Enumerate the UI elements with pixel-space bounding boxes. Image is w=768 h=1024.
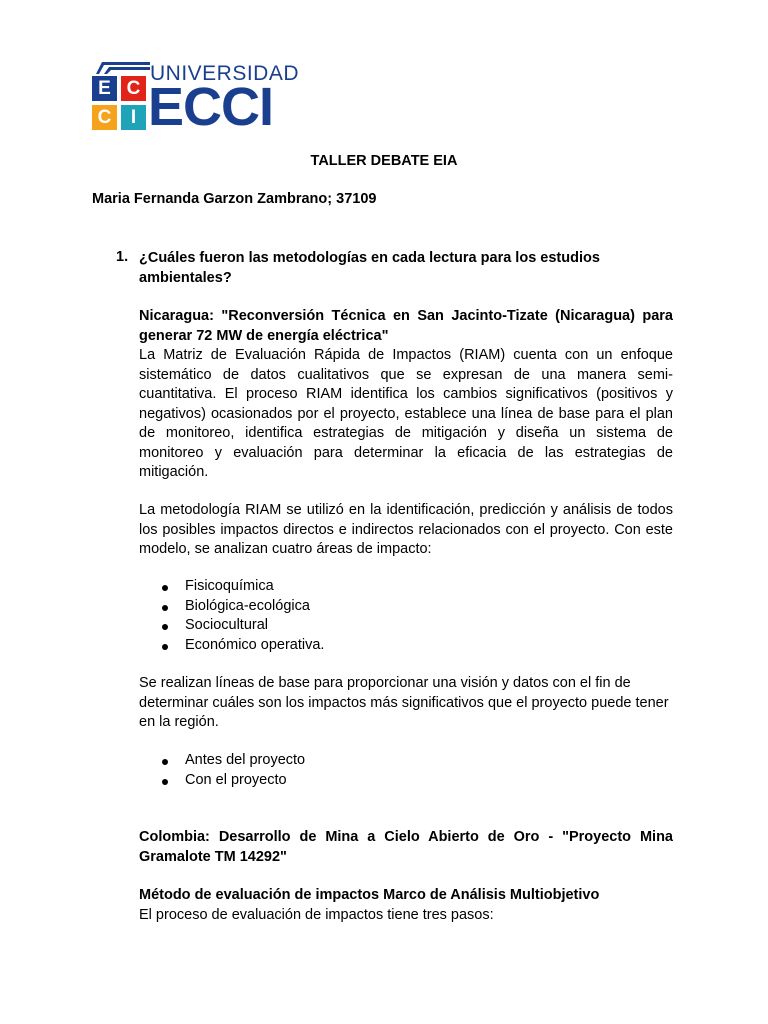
question-number: 1. — [116, 249, 129, 265]
logo-cell-c-red: C — [121, 76, 146, 101]
bullet-dot-icon — [162, 644, 168, 650]
logo-stripes-graphic — [96, 58, 150, 74]
question-text: ¿Cuáles fueron las metodologías en cada lectura para los estudios ambientales? — [139, 250, 600, 286]
bullet-dot-icon — [162, 624, 168, 630]
logo-ecci-text: ECCI — [148, 77, 274, 137]
baselines-list — [139, 751, 673, 790]
list-item — [139, 616, 673, 636]
author-line: Maria Fernanda Garzon Zambrano; 37109 — [92, 191, 377, 207]
nicaragua-paragraph-2: La metodología RIAM se utilizó en la identificación, predicción y análisis de todos los posibles impactos directos e indirectos relacionados con el proyecto. Con este modelo, se analizan cuatro áreas de impacto: — [139, 502, 673, 557]
impact-areas-list — [139, 577, 673, 655]
document-title: TALLER DEBATE EIA — [310, 153, 458, 169]
university-logo — [92, 58, 304, 136]
list-item-text: Con el proyecto — [185, 771, 287, 788]
list-item — [139, 597, 673, 617]
list-item-text: Antes del proyecto — [185, 752, 306, 768]
list-item — [139, 771, 673, 791]
colombia-method-heading: Método de evaluación de impactos Marco de Análisis Multiobjetivo — [139, 887, 600, 903]
bullet-dot-icon — [162, 779, 168, 785]
list-item-text: Económico operativa. — [185, 636, 325, 653]
logo-cell-i: I — [121, 105, 146, 130]
logo-cell-e: E — [92, 76, 117, 101]
bullet-dot-icon — [162, 585, 168, 591]
colombia-method-text: El proceso de evaluación de impactos tiene tres pasos: — [139, 907, 494, 923]
colombia-heading: Colombia: Desarrollo de Mina a Cielo Abierto de Oro - "Proyecto Mina Gramalote TM 14292" — [139, 829, 673, 865]
nicaragua-paragraph-3: Se realizan líneas de base para proporcionar una visión y datos con el fin de determinar cuáles son los impactos más significativos que el proyecto puede tener en la región. — [139, 675, 669, 730]
nicaragua-paragraph-1: La Matriz de Evaluación Rápida de Impactos (RIAM) cuenta con un enfoque sistemático de datos cualitativos que se expresan de una manera semi-cuantitativa. El proceso RIAM identifica los cambios significativos (positivos y negativos) ocasionados por el proyecto, establece una línea de base para el plan de monitoreo, identifica estrategias de mitigación y diseña un sistema de monitoreo y evaluación para determinar la eficacia de las estrategias de mitigación. — [139, 347, 673, 480]
list-item — [139, 751, 673, 771]
logo-university-text: UNIVERSIDAD — [150, 62, 300, 85]
bullet-dot-icon — [162, 759, 168, 765]
list-item — [139, 636, 673, 656]
logo-cell-c-orange: C — [92, 105, 117, 130]
list-item-text: Biológica-ecológica — [185, 597, 310, 614]
list-item — [139, 577, 673, 597]
list-item-text: Sociocultural — [185, 617, 269, 633]
logo-cells — [92, 76, 148, 132]
list-item-text: Fisicoquímica — [185, 578, 274, 594]
nicaragua-heading: Nicaragua: "Reconversión Técnica en San Jacinto-Tizate (Nicaragua) para generar 72 MW de energía eléctrica" — [139, 308, 673, 344]
bullet-dot-icon — [162, 605, 168, 611]
